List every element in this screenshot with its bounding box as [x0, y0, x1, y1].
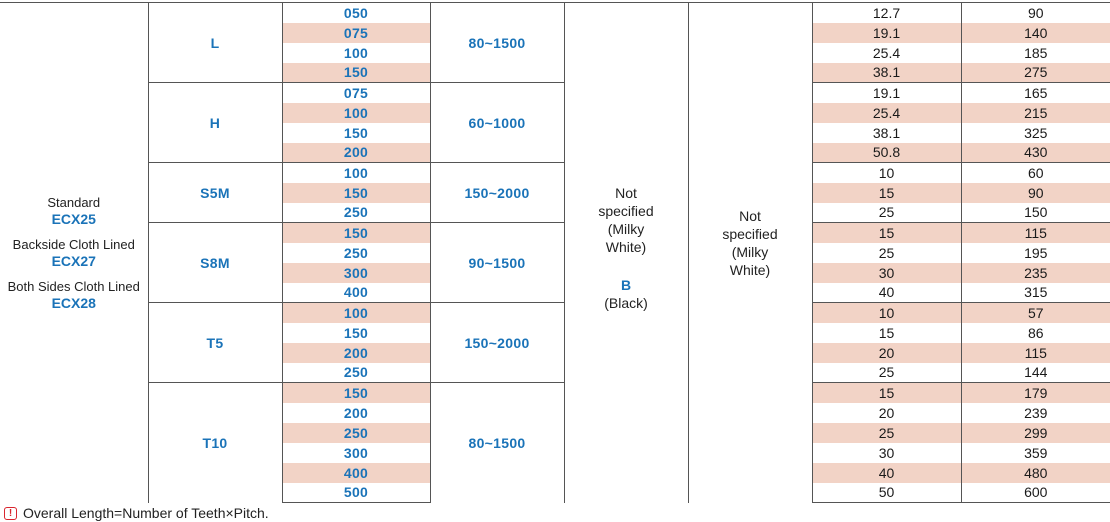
- pitch-cell: S8M: [148, 223, 282, 303]
- tooth-color-text: Not: [615, 184, 637, 201]
- width-mm-cell: 25: [812, 203, 961, 223]
- value-cell: 315: [961, 283, 1110, 303]
- length-range-cell: 150~2000: [430, 303, 564, 383]
- width-mm-cell: 30: [812, 263, 961, 283]
- value-cell: 359: [961, 443, 1110, 463]
- width-mm-cell: 25.4: [812, 43, 961, 63]
- width-mm-cell: 38.1: [812, 63, 961, 83]
- width-mm-cell: 20: [812, 343, 961, 363]
- pitch-cell: S5M: [148, 163, 282, 223]
- width-cell: 250: [282, 203, 430, 223]
- value-cell: 140: [961, 23, 1110, 43]
- width-cell: 100: [282, 43, 430, 63]
- value-cell: 179: [961, 383, 1110, 403]
- tooth-color-code: B: [620, 276, 632, 293]
- table-row: [0, 223, 1110, 243]
- width-cell: 200: [282, 343, 430, 363]
- value-cell: 600: [961, 483, 1110, 503]
- pitch-cell: T10: [148, 383, 282, 503]
- exclamation-icon: !: [4, 507, 17, 520]
- table-row: [0, 383, 1110, 403]
- footnote: [4, 505, 269, 521]
- width-mm-cell: 20: [812, 403, 961, 423]
- value-cell: 235: [961, 263, 1110, 283]
- width-mm-cell: 15: [812, 323, 961, 343]
- width-cell: 150: [282, 383, 430, 403]
- width-cell: 300: [282, 443, 430, 463]
- belt-type-code: ECX28: [51, 294, 96, 311]
- belt-type: [0, 237, 148, 269]
- back-color-text: (Milky: [731, 243, 769, 260]
- tooth-color-text: (Black): [604, 294, 648, 311]
- table-row: [0, 83, 1110, 103]
- value-cell: 165: [961, 83, 1110, 103]
- width-mm-cell: 19.1: [812, 23, 961, 43]
- value-cell: 299: [961, 423, 1110, 443]
- length-range-cell: 150~2000: [430, 163, 564, 223]
- value-cell: 275: [961, 63, 1110, 83]
- value-cell: 195: [961, 243, 1110, 263]
- length-range-cell: 60~1000: [430, 83, 564, 163]
- tooth-color-text: White): [605, 238, 647, 255]
- width-mm-cell: 25: [812, 243, 961, 263]
- belt-type-code: ECX25: [51, 210, 96, 227]
- width-mm-cell: 40: [812, 283, 961, 303]
- tooth-color-text: (Milky: [607, 220, 645, 237]
- value-cell: 115: [961, 223, 1110, 243]
- width-mm-cell: 50.8: [812, 143, 961, 163]
- value-cell: 430: [961, 143, 1110, 163]
- value-cell: 86: [961, 323, 1110, 343]
- width-cell: 250: [282, 363, 430, 383]
- value-cell: 90: [961, 3, 1110, 23]
- back-color-text: Not: [739, 207, 761, 224]
- belt-type: [0, 195, 148, 227]
- tooth-color-text: specified: [598, 202, 654, 219]
- width-cell: 100: [282, 163, 430, 183]
- width-cell: 400: [282, 463, 430, 483]
- width-cell: 075: [282, 83, 430, 103]
- width-cell: 100: [282, 303, 430, 323]
- width-cell: 150: [282, 123, 430, 143]
- width-mm-cell: 25: [812, 423, 961, 443]
- footnote-text: Overall Length=Number of Teeth×Pitch.: [23, 505, 269, 521]
- width-cell: 200: [282, 143, 430, 163]
- pitch-cell: H: [148, 83, 282, 163]
- pitch-cell: T5: [148, 303, 282, 383]
- value-cell: 150: [961, 203, 1110, 223]
- value-cell: 185: [961, 43, 1110, 63]
- width-cell: 050: [282, 3, 430, 23]
- value-cell: 57: [961, 303, 1110, 323]
- width-cell: 100: [282, 103, 430, 123]
- value-cell: 115: [961, 343, 1110, 363]
- tooth-color-cell: [564, 3, 688, 503]
- width-mm-cell: 10: [812, 163, 961, 183]
- width-mm-cell: 15: [812, 223, 961, 243]
- value-cell: 90: [961, 183, 1110, 203]
- width-cell: 250: [282, 423, 430, 443]
- value-cell: 480: [961, 463, 1110, 483]
- width-cell: 150: [282, 323, 430, 343]
- value-cell: 60: [961, 163, 1110, 183]
- width-mm-cell: 50: [812, 483, 961, 503]
- length-range-cell: 80~1500: [430, 383, 564, 503]
- width-cell: 150: [282, 63, 430, 83]
- belt-type-label: Backside Cloth Lined: [12, 236, 135, 252]
- width-cell: 500: [282, 483, 430, 503]
- belt-type-code: ECX27: [51, 252, 96, 269]
- width-mm-cell: 40: [812, 463, 961, 483]
- length-range-cell: 80~1500: [430, 3, 564, 83]
- value-cell: 144: [961, 363, 1110, 383]
- width-cell: 250: [282, 243, 430, 263]
- width-mm-cell: 19.1: [812, 83, 961, 103]
- width-cell: 200: [282, 403, 430, 423]
- width-mm-cell: 12.7: [812, 3, 961, 23]
- table-row: [0, 163, 1110, 183]
- width-cell: 150: [282, 183, 430, 203]
- length-range-cell: 90~1500: [430, 223, 564, 303]
- back-color-text: specified: [722, 225, 778, 242]
- back-color-text: White): [729, 261, 771, 278]
- width-mm-cell: 38.1: [812, 123, 961, 143]
- value-cell: 239: [961, 403, 1110, 423]
- width-mm-cell: 15: [812, 383, 961, 403]
- belt-type-cell: [0, 3, 148, 503]
- width-mm-cell: 30: [812, 443, 961, 463]
- width-mm-cell: 10: [812, 303, 961, 323]
- width-mm-cell: 25.4: [812, 103, 961, 123]
- value-cell: 215: [961, 103, 1110, 123]
- width-cell: 075: [282, 23, 430, 43]
- value-cell: 325: [961, 123, 1110, 143]
- width-mm-cell: 25: [812, 363, 961, 383]
- belt-type-label: Standard: [47, 194, 101, 210]
- width-mm-cell: 15: [812, 183, 961, 203]
- width-cell: 400: [282, 283, 430, 303]
- width-cell: 150: [282, 223, 430, 243]
- spec-table: [0, 2, 1110, 503]
- belt-type: [0, 279, 148, 311]
- back-color-cell: [688, 3, 812, 503]
- table-row: [0, 303, 1110, 323]
- pitch-cell: L: [148, 3, 282, 83]
- table-row: [0, 3, 1110, 23]
- width-cell: 300: [282, 263, 430, 283]
- belt-type-label: Both Sides Cloth Lined: [7, 278, 140, 294]
